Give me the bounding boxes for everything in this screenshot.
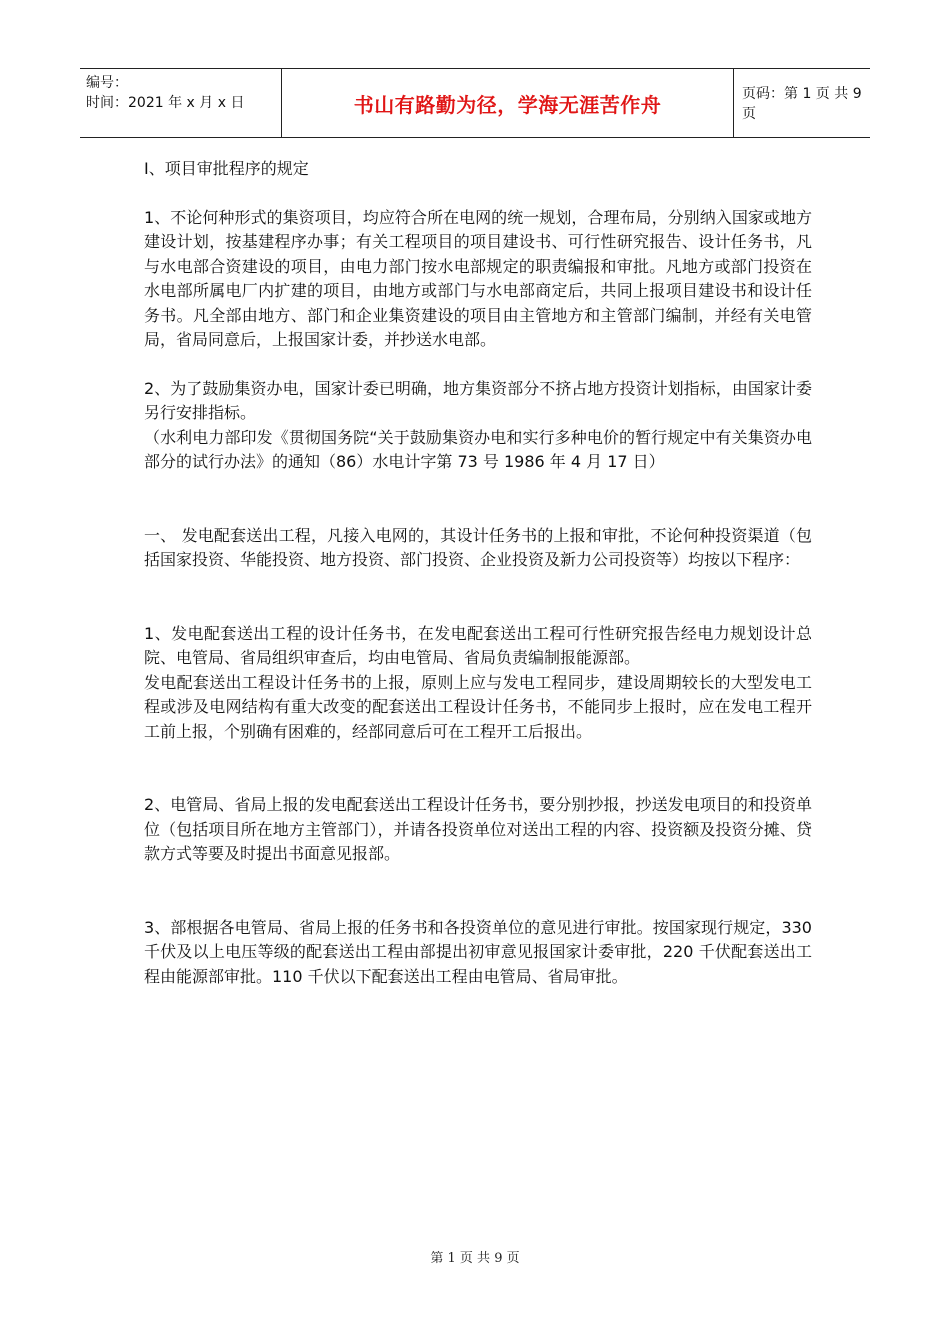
paragraph-6: 发电配套送出工程设计任务书的上报，原则上应与发电工程同步，建设周期较长的大型发电工程或涉及电网结构有重大改变的配套送出工程设计任务书，不能同步上报时，应在发电工程开工前上报，个别确有困难的，经部同意后可在工程开工后报出。: [144, 672, 812, 741]
paragraph-2: 2、为了鼓励集资办电，国家计委已明确，地方集资部分不挤占地方投资计划指标，由国家计委另行安排指标。: [144, 378, 812, 422]
paragraph-4: 一、 发电配套送出工程，凡接入电网的，其设计任务书的上报和审批，不论何种投资渠道（包括国家投资、华能投资、地方投资、部门投资、企业投资及新力公司投资等）均按以下程序：: [144, 525, 812, 569]
header-motto: 书山有路勤为径，学海无涯苦作舟: [282, 69, 734, 137]
header-meta-cell: [80, 69, 282, 137]
paragraph-8: 3、部根据各电管局、省局上报的任务书和各投资单位的意见进行审批。按国家现行规定，330 千伏及以上电压等级的配套送出工程由部提出初审意见报国家计委审批，220 千伏配套送出工程由能源部审批。110 千伏以下配套送出工程由电管局、省局审批。: [144, 917, 812, 986]
document-body: [144, 157, 812, 989]
page-footer: 第 1 页 共 9 页: [430, 1251, 520, 1266]
paragraph-7: 2、电管局、省局上报的发电配套送出工程设计任务书，要分别抄报，抄送发电项目的和投资单位（包括项目所在地方主管部门），并请各投资单位对送出工程的内容、投资额及投资分摊、贷款方式等要及时提出书面意见报部。: [144, 795, 812, 863]
header-page-info: 页码：第 1 页 共 9 页: [742, 86, 862, 122]
document-code-label: 编号：: [86, 75, 128, 91]
paragraph-3: （水利电力部印发《贯彻国务院“关于鼓励集资办电和实行多种电价的暂行规定中有关集资办电部分的试行办法》的通知（86）水电计字第 73 号 1986 年 4 月 17 日）: [144, 427, 812, 471]
section-title: I、项目审批程序的规定: [144, 159, 309, 178]
paragraph-1: 1、不论何种形式的集资项目，均应符合所在电网的统一规划，合理布局，分别纳入国家或地方建设计划，按基建程序办事；有关工程项目的项目建设书、可行性研究报告、设计任务书，凡与水电部合资建设的项目，由电力部门按水电部规定的职责编报和审批。凡地方或部门投资在水电部所属电厂内扩建的项目，由地方或部门与水电部商定后，共同上报项目建设书和设计任务书。凡全部由地方、部门和企业集资建设的项目由主管地方和主管部门编制，并经有关电管局，省局同意后，上报国家计委，并抄送水电部。: [144, 207, 812, 349]
document-time-label: 时间：2021 年 x 月 x 日: [86, 95, 245, 111]
document-header: [80, 68, 870, 138]
paragraph-5: 1、发电配套送出工程的设计任务书，在发电配套送出工程可行性研究报告经电力规划设计总院、电管局、省局组织审查后，均由电管局、省局负责编制报能源部。: [144, 623, 812, 667]
